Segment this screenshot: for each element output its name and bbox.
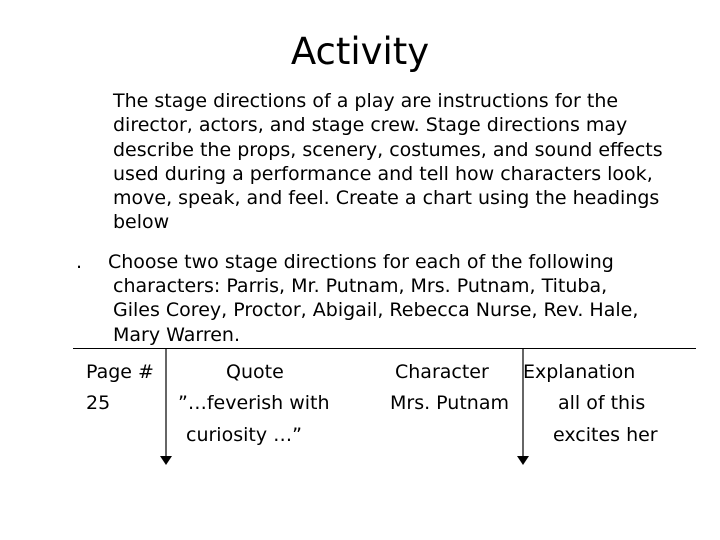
row-character: Mrs. Putnam: [390, 392, 509, 414]
instructions-paragraph: [113, 89, 663, 235]
paragraph-line: describe the props, scenery, costumes, and sound effects: [113, 138, 663, 161]
paragraph-line: director, actors, and stage crew. Stage directions may: [113, 114, 628, 137]
row-quote-line2: curiosity …”: [186, 424, 302, 446]
bullet-first-line-block: [108, 250, 614, 274]
bullet-line: Giles Corey, Proctor, Abigail, Rebecca Nurse, Rev. Hale,: [113, 299, 639, 322]
row-explanation-line2: excites her: [553, 424, 658, 446]
paragraph-line: used during a performance and tell how characters look,: [113, 162, 653, 185]
bullet-marker: .: [76, 251, 83, 273]
header-character: Character: [395, 361, 489, 383]
bullet-continuation: [113, 274, 638, 347]
arrow-left: [160, 349, 172, 465]
slide-title: Activity: [290, 30, 430, 73]
header-quote: Quote: [226, 361, 284, 383]
bullet-line: Choose two stage directions for each of the following: [108, 251, 614, 273]
table-divider: [73, 348, 696, 349]
bullet-line: characters: Parris, Mr. Putnam, Mrs. Putnam, Tituba,: [113, 275, 608, 297]
paragraph-line: move, speak, and feel. Create a chart using the headings: [113, 187, 660, 210]
row-explanation-line1: all of this: [558, 392, 646, 414]
row-page: 25: [86, 392, 111, 414]
header-explanation: Explanation: [523, 361, 636, 383]
row-quote-line1: ”…feverish with: [178, 392, 330, 414]
bullet-line: Mary Warren.: [113, 323, 240, 346]
paragraph-line: below: [113, 211, 170, 234]
paragraph-line: The stage directions of a play are instructions for the: [113, 90, 619, 112]
header-page: Page #: [86, 361, 154, 383]
